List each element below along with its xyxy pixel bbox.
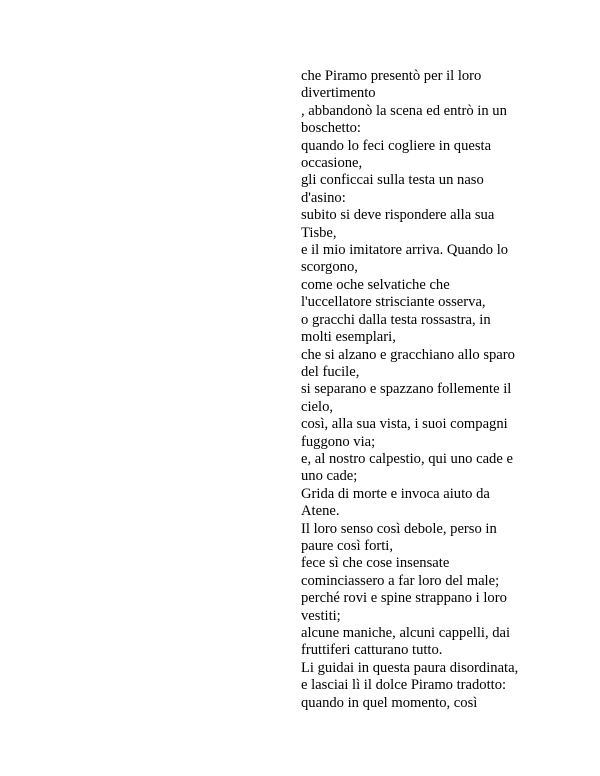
text-line: del fucile, [301, 363, 360, 380]
text-line: subito si deve rispondere alla sua [301, 207, 495, 224]
text-line: e lasciai lì il dolce Piramo tradotto: [301, 677, 507, 694]
text-line: e, al nostro calpestio, qui uno cade e [301, 450, 513, 467]
text-line: perché rovi e spine strappano i loro [301, 590, 507, 607]
text-line: così, alla sua vista, i suoi compagni [301, 416, 508, 433]
text-line: e il mio imitatore arriva. Quando lo [301, 242, 509, 259]
text-line: quando lo feci cogliere in questa [301, 137, 492, 154]
text-line: fuggono via; [301, 433, 376, 450]
text-line: fece sì che cose insensate [301, 555, 450, 572]
text-line: che si alzano e gracchiano allo sparo [301, 346, 515, 363]
text-line: , abbandonò la scena ed entrò in un [301, 102, 507, 119]
text-line: l'uccellatore strisciante osserva, [301, 294, 486, 311]
text-line: o gracchi dalla testa rossastra, in [301, 311, 491, 328]
text-line: occasione, [301, 155, 363, 172]
text-line: paure così forti, [301, 537, 393, 554]
text-line: Li guidai in questa paura disordinata, [301, 659, 519, 676]
text-line: d'asino: [301, 189, 346, 206]
poem-text-column [301, 68, 533, 712]
text-line: cominciassero a far loro del male; [301, 572, 500, 589]
text-line: vestiti; [301, 607, 341, 624]
text-line: Tisbe, [301, 224, 337, 241]
text-line: Grida di morte e invoca aiuto da [301, 485, 490, 502]
text-line: cielo, [301, 398, 334, 415]
text-line: scorgono, [301, 259, 358, 276]
text-line: come oche selvatiche che [301, 276, 450, 293]
text-line: boschetto: [301, 120, 361, 137]
text-line: uno cade; [301, 468, 358, 485]
text-line: gli conficcai sulla testa un naso [301, 172, 484, 189]
text-line: che Piramo presentò per il loro [301, 68, 482, 84]
text-line: quando in quel momento, così [301, 694, 478, 711]
text-line: divertimento [301, 85, 376, 102]
text-line: Atene. [301, 503, 340, 520]
text-line: fruttiferi catturano tutto. [301, 642, 443, 659]
text-line: si separano e spazzano follemente il [301, 381, 512, 398]
text-line: molti esemplari, [301, 329, 396, 346]
text-line: alcune maniche, alcuni cappelli, dai [301, 625, 511, 641]
text-line: Il loro senso così debole, perso in [301, 520, 497, 537]
